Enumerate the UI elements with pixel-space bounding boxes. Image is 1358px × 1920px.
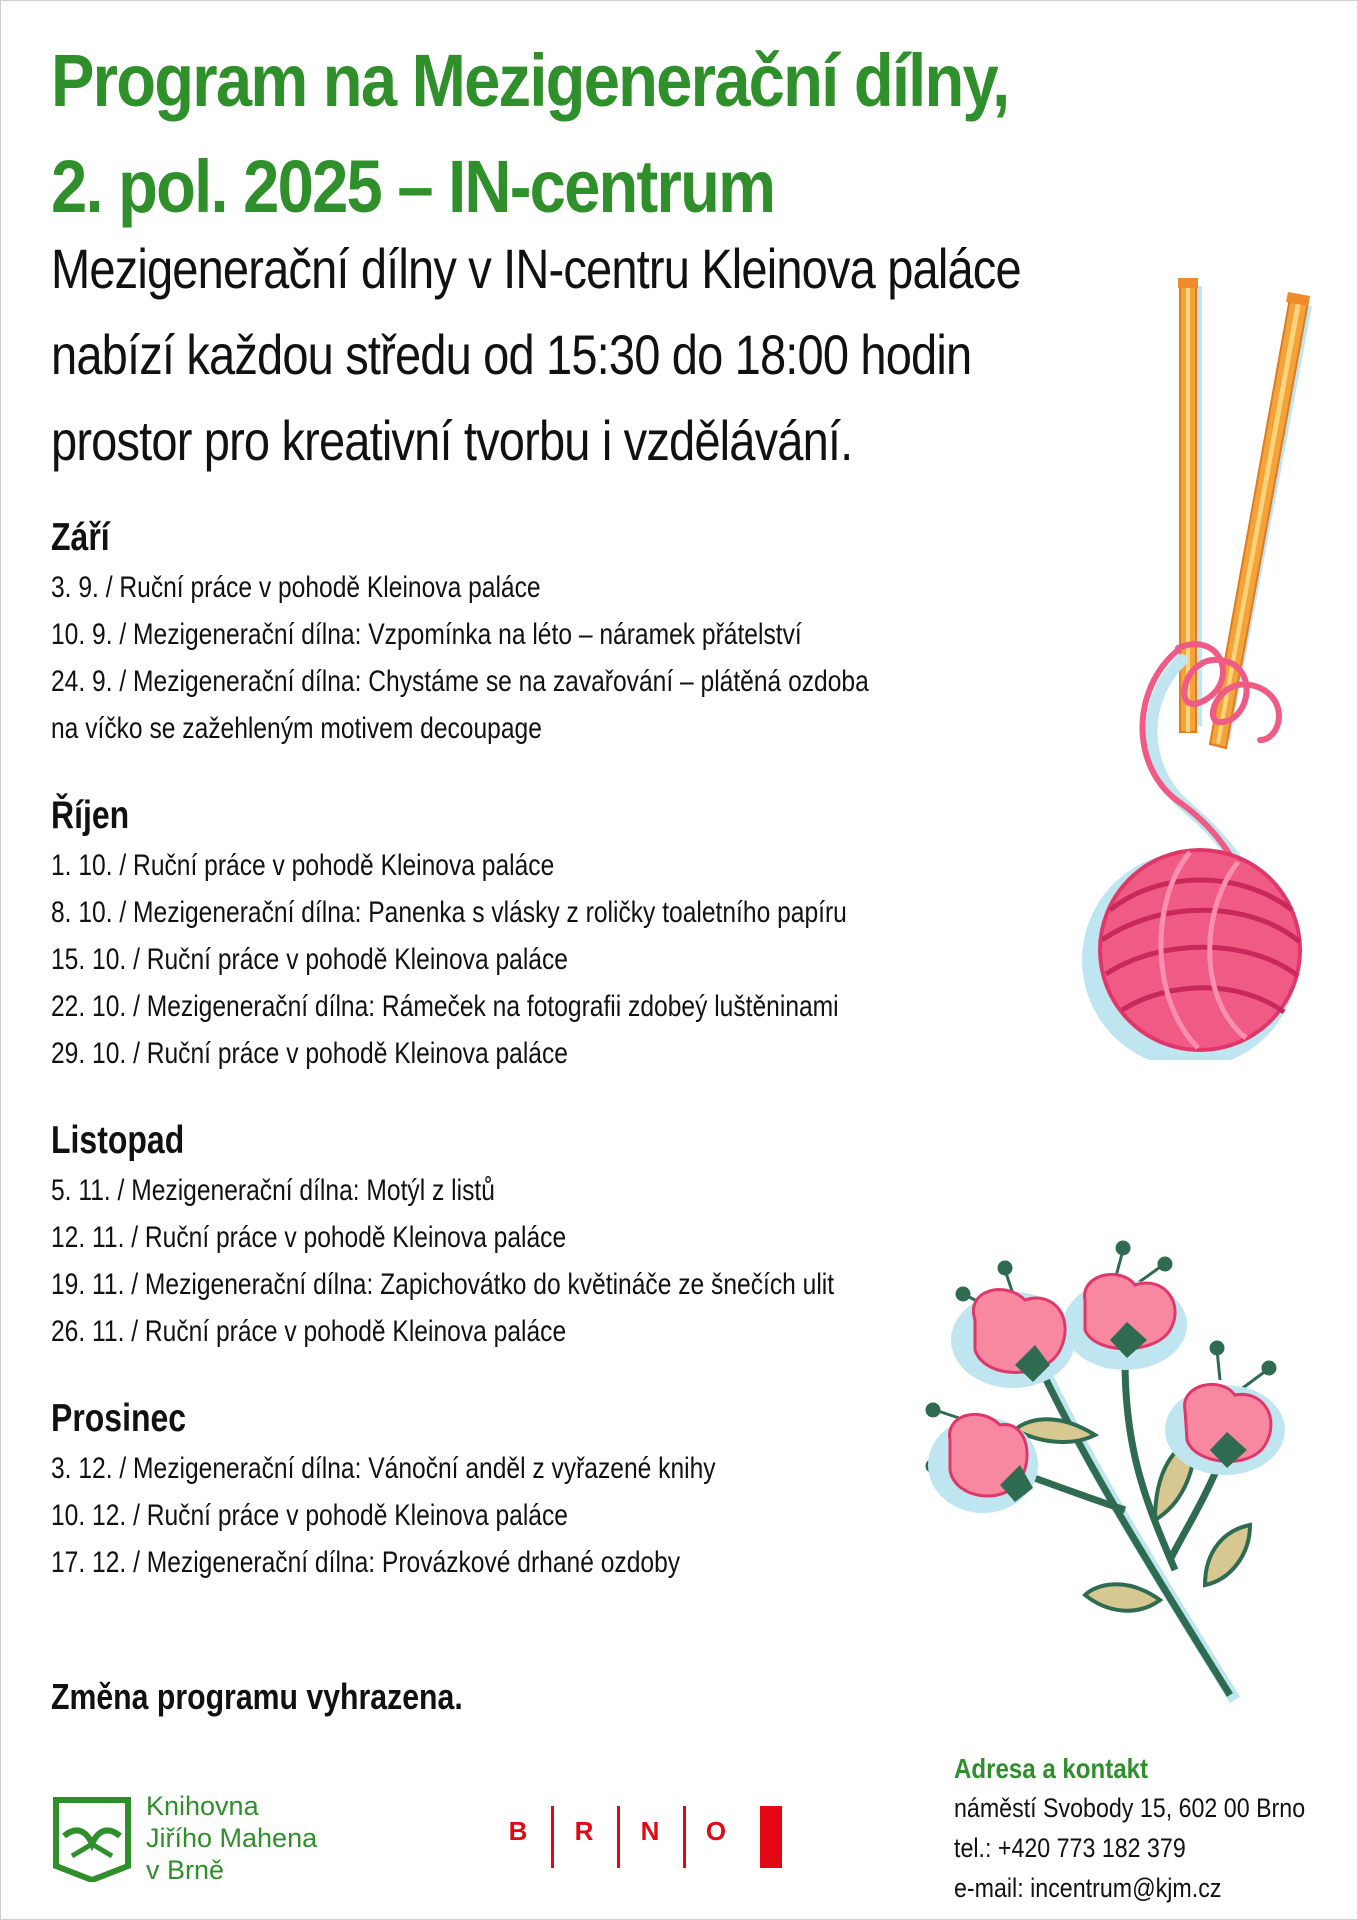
month-november — [51, 1115, 912, 1355]
program-schedule — [51, 512, 912, 1624]
brno-letter: O — [705, 1816, 727, 1846]
library-logo-line-1: Knihovna — [146, 1791, 259, 1821]
month-heading: Prosinec — [51, 1397, 187, 1440]
contact-address: náměstí Svobody 15, 602 00 Brno — [954, 1793, 1306, 1823]
program-item: 24. 9. / Mezigenerační dílna: Chystáme se na zavařování – plátěná ozdoba — [51, 665, 869, 698]
contact-heading: Adresa a kontakt — [954, 1753, 1149, 1784]
month-september — [51, 512, 912, 752]
program-item: 10. 9. / Mezigenerační dílna: Vzpomínka na léto – náramek přátelství — [51, 618, 802, 651]
program-change-note: Změna programu vyhrazena. — [51, 1676, 463, 1717]
month-october — [51, 790, 912, 1077]
program-item: 22. 10. / Mezigenerační dílna: Rámeček na fotografii zdobeý luštěninami — [51, 990, 839, 1023]
intro-line-2: nabízí každou středu od 15:30 do 18:00 hodin — [51, 323, 972, 386]
brno-logo — [498, 1806, 790, 1870]
brno-letter: R — [574, 1816, 594, 1846]
program-item: 12. 11. / Ruční práce v pohodě Kleinova paláce — [51, 1221, 567, 1254]
brno-divider — [683, 1806, 686, 1868]
program-item: 17. 12. / Mezigenerační dílna: Provázkové drhané ozdoby — [51, 1546, 681, 1579]
brno-letter: N — [640, 1816, 660, 1846]
brno-divider — [617, 1806, 620, 1868]
library-logo-line-2: Jiřího Mahena — [146, 1823, 318, 1853]
month-heading: Září — [51, 516, 110, 559]
intro-line-3: prostor pro kreativní tvorbu i vzdělávání. — [51, 409, 853, 472]
program-item: 3. 12. / Mezigenerační dílna: Vánoční anděl z vyřazené knihy — [51, 1452, 716, 1485]
contact-phone: tel.: +420 773 182 379 — [954, 1833, 1186, 1863]
brno-bar — [760, 1806, 782, 1868]
program-item: 3. 9. / Ruční práce v pohodě Kleinova paláce — [51, 571, 541, 604]
intro-line-1: Mezigenerační dílny v IN-centru Kleinova paláce — [51, 237, 1021, 300]
brno-letter: B — [508, 1816, 528, 1846]
program-item: 29. 10. / Ruční práce v pohodě Kleinova paláce — [51, 1037, 568, 1070]
intro-text — [51, 226, 1059, 484]
page-title — [51, 28, 1037, 240]
brno-divider — [551, 1806, 554, 1868]
contact-email: e-mail: incentrum@kjm.cz — [954, 1873, 1222, 1903]
program-item: 8. 10. / Mezigenerační dílna: Panenka s vlásky z roličky toaletního papíru — [51, 896, 847, 929]
month-heading: Říjen — [51, 794, 130, 837]
flower-bouquet-icon — [905, 1240, 1305, 1710]
program-item: 15. 10. / Ruční práce v pohodě Kleinova paláce — [51, 943, 568, 976]
month-december — [51, 1393, 912, 1586]
title-line-1: Program na Mezigenerační dílny, — [51, 39, 1009, 122]
open-book-icon — [52, 1796, 132, 1882]
program-item: 19. 11. / Mezigenerační dílna: Zapichovátko do květináče ze šnečích ulit — [51, 1268, 835, 1301]
program-item-continuation: na víčko se zažehleným motivem decoupage — [51, 712, 542, 745]
program-item: 26. 11. / Ruční práce v pohodě Kleinova paláce — [51, 1315, 567, 1348]
month-heading: Listopad — [51, 1119, 185, 1162]
yarn-ball-icon — [1070, 270, 1330, 1060]
library-logo — [52, 1790, 372, 1890]
program-item: 5. 11. / Mezigenerační dílna: Motýl z listů — [51, 1174, 495, 1207]
library-logo-line-3: v Brně — [146, 1855, 225, 1885]
program-item: 1. 10. / Ruční práce v pohodě Kleinova paláce — [51, 849, 555, 882]
program-item: 10. 12. / Ruční práce v pohodě Kleinova paláce — [51, 1499, 568, 1532]
contact-block — [954, 1750, 1306, 1908]
title-line-2: 2. pol. 2025 – IN-centrum — [51, 145, 775, 228]
